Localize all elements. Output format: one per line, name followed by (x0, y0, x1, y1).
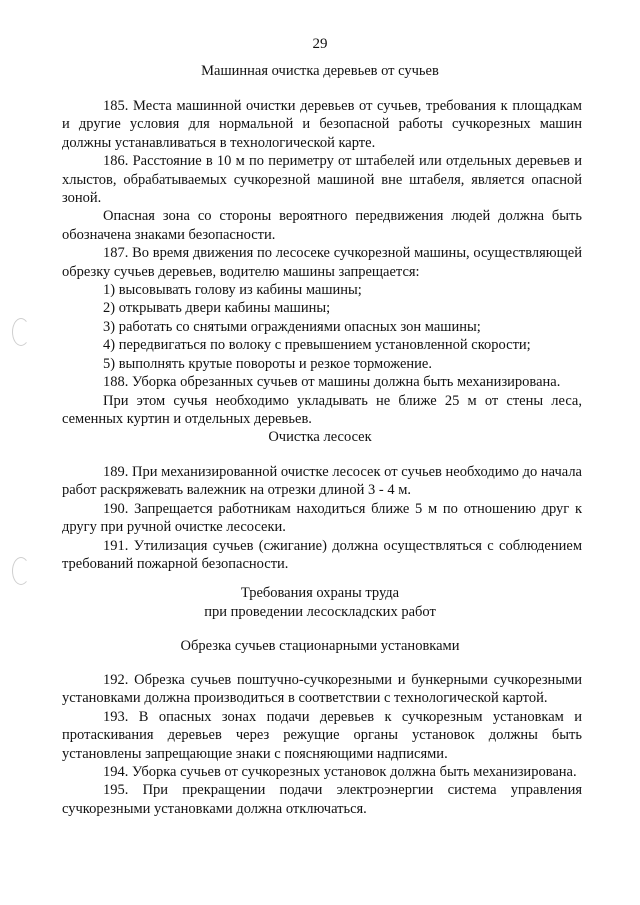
punch-hole-mark (12, 557, 30, 585)
page-number: 29 (312, 36, 328, 52)
paragraph-194: 194. Уборка сучьев от сучкорезных установок должна быть механизирована. (103, 764, 577, 781)
list-item-4: 4) передвигаться по волоку с превышением установленной скорости; (103, 337, 531, 354)
section-heading-clearing: Очистка лесосек (268, 429, 372, 445)
paragraph-187: 187. Во время движения по лесосеке сучкорезной машины, осуществляющей обрезку сучьев деревьев, водителю машины запрещается: (62, 245, 582, 280)
section-heading-labor-protection-line2: при проведении лесоскладских работ (204, 604, 436, 620)
list-item-1: 1) высовывать голову из кабины машины; (103, 282, 362, 299)
paragraph-191: 191. Утилизация сучьев (сжигание) должна осуществляться с соблюдением требований пожарной безопасности. (62, 537, 582, 573)
paragraph-192: 192. Обрезка сучьев поштучно-сучкорезными и бункерными сучкорезными установками должна производиться в соответствии с технологической картой. (62, 672, 582, 707)
paragraph-190: 190. Запрещается работникам находиться ближе 5 м по отношению друг к другу при ручной очистке лесосеки. (62, 500, 582, 536)
list-item-3: 3) работать со снятыми ограждениями опасных зон машины; (103, 318, 481, 335)
punch-hole-mark (12, 318, 30, 346)
paragraph-188: 188. Уборка обрезанных сучьев от машины должна быть механизирована. (103, 374, 561, 391)
paragraph-branches-placement: При этом сучья необходимо укладывать не ближе 25 м от стены леса, семенных куртин и отдельных деревьев. (62, 392, 582, 427)
paragraph-186: 186. Расстояние в 10 м по периметру от штабелей или отдельных деревьев и хлыстов, обрабатываемых сучкорезной машиной вне штабеля, является опасной зоной. (62, 153, 582, 207)
section-body-machine-cleaning (62, 97, 582, 428)
section-heading-machine-cleaning: Машинная очистка деревьев от сучьев (201, 63, 439, 79)
section-heading-stationary-trimming: Обрезка сучьев стационарными установками (180, 638, 460, 654)
section-body-stationary-trimming (62, 671, 582, 818)
paragraph-185: 185. Места машинной очистки деревьев от сучьев, требования к площадкам и другие условия для нормальной и безопасной работы сучкорезных машин должны устанавливаться в технологической карте. (62, 98, 582, 151)
paragraph-195: 195. При прекращении подачи электроэнергии система управления сучкорезными установками должна отключаться. (62, 782, 582, 817)
paragraph-danger-zone: Опасная зона со стороны вероятного передвижения людей должна быть обозначена знаками безопасности. (62, 208, 582, 243)
list-item-2: 2) открывать двери кабины машины; (103, 300, 331, 317)
paragraph-189: 189. При механизированной очистке лесосек от сучьев необходимо до начала работ раскряжевать валежник на отрезки длиной 3 - 4 м. (62, 464, 582, 499)
paragraph-193: 193. В опасных зонах подачи деревьев к сучкорезным установкам и протаскивания деревьев через режущие органы установок должны быть установлены запрещающие знаки с поясняющими надписями. (62, 708, 582, 762)
section-heading-labor-protection: Требования охраны труда (240, 585, 400, 601)
section-body-clearing (62, 463, 582, 573)
list-item-5: 5) выполнять крутые повороты и резкое торможение. (103, 355, 432, 372)
